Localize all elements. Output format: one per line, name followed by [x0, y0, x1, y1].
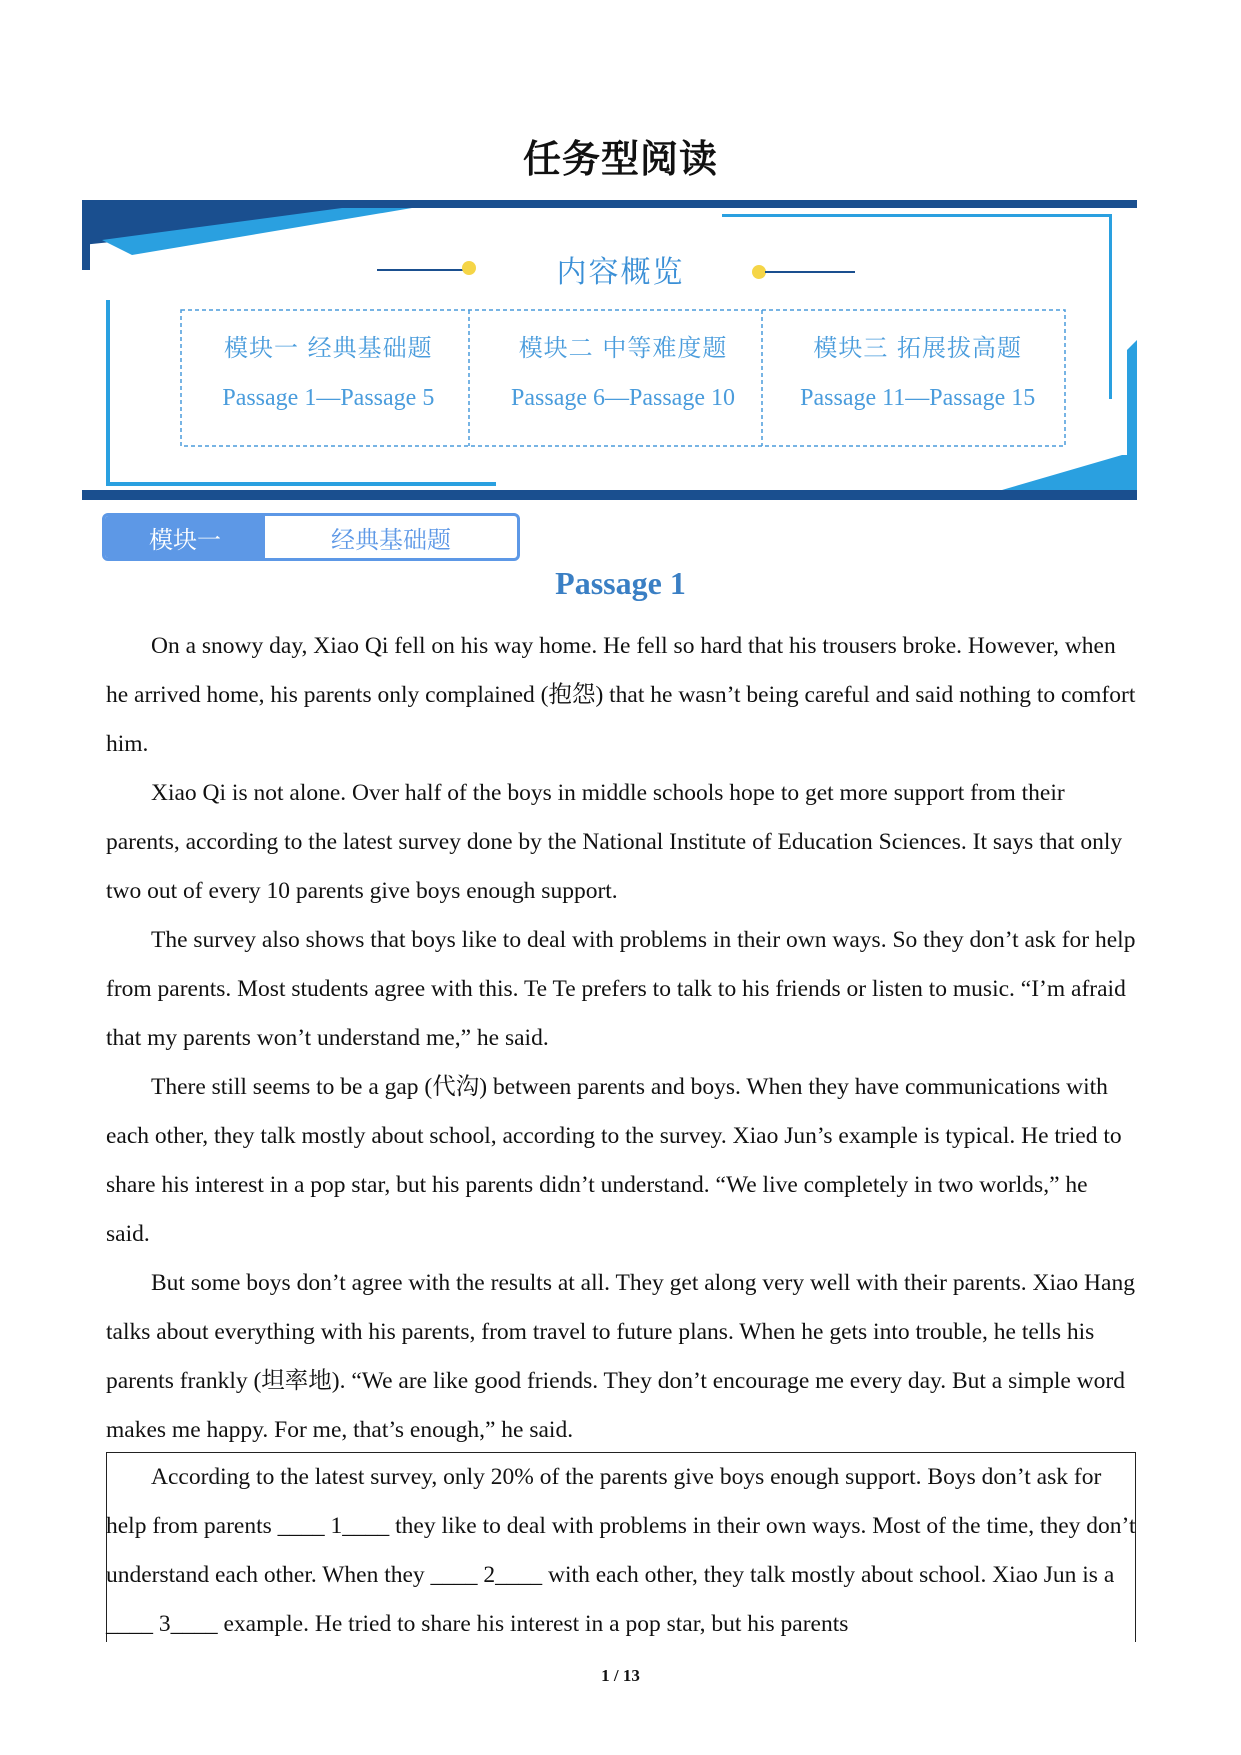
module-title: 模块三 拓展拔高题 [813, 334, 1022, 362]
summary-text: According to the latest survey, only 20% of the parents give boys enough support. Boys don’t ask for help from parents ____ 1____ they like to deal with problems in their own ways. Most of the time, they don’t understand each other. When they ____ 2____ with each other, they talk mostly about school. Xiao Jun is a ____ 3____ example. He tried to share his interest in a pop star, but his parents [106, 1464, 1136, 1637]
module-title: 模块二 中等难度题 [518, 334, 728, 362]
passage-title: Passage 1 [555, 565, 686, 601]
passage-paragraph: Xiao Qi is not alone. Over half of the boys in middle schools hope to get more support from their parents, according to the latest survey done by the National Institute of Education Sciences. It says that only two out of every 10 parents give boys enough support. [106, 780, 1123, 904]
page-number: 1 / 13 [601, 1666, 640, 1685]
page-title: 任务型阅读 [522, 137, 718, 181]
passage-paragraph: But some boys don’t agree with the results at all. They get along very well with their parents. Xiao Hang talks about everything with his parents, from travel to future plans. When he gets into trouble, he tells his parents frankly (坦率地). “We are like good friends. They don’t encourage me every day. But a simple word makes me happy. For me, that’s enough,” he said. [106, 1270, 1135, 1443]
section-tag-name: 经典基础题 [331, 525, 451, 554]
module-list [181, 310, 1065, 446]
section-tag-label: 模块一 [105, 516, 265, 558]
passage-paragraph: The survey also shows that boys like to deal with problems in their own ways. So they don’t ask for help from parents. Most students agree with this. Te Te prefers to talk to his friends or listen to music. “I’m afraid that my parents won’t understand me,” he said. [106, 927, 1136, 1051]
module-card [476, 310, 771, 446]
passage-body [106, 622, 1136, 1455]
passage-paragraph: On a snowy day, Xiao Qi fell on his way home. He fell so hard that his trousers broke. However, when he arrived home, his parents only complained (抱怨) that he wasn’t being careful and said nothing to comfort him. [106, 633, 1136, 757]
module-card [770, 310, 1065, 446]
passage-paragraph: There still seems to be a gap (代沟) between parents and boys. When they have communications with each other, they talk mostly about school, according to the survey. Xiao Jun’s example is typical. He tried to share his interest in a pop star, but his parents didn’t understand. “We live completely in two worlds,” he said. [106, 1074, 1122, 1247]
module-card [181, 310, 476, 446]
module-title: 模块一 经典基础题 [224, 334, 433, 362]
section-tag [102, 513, 520, 561]
module-range: Passage 11—Passage 15 [800, 385, 1036, 411]
overview-title: 内容概览 [556, 255, 685, 290]
module-range: Passage 6—Passage 10 [511, 385, 735, 411]
module-range: Passage 1—Passage 5 [222, 385, 435, 411]
